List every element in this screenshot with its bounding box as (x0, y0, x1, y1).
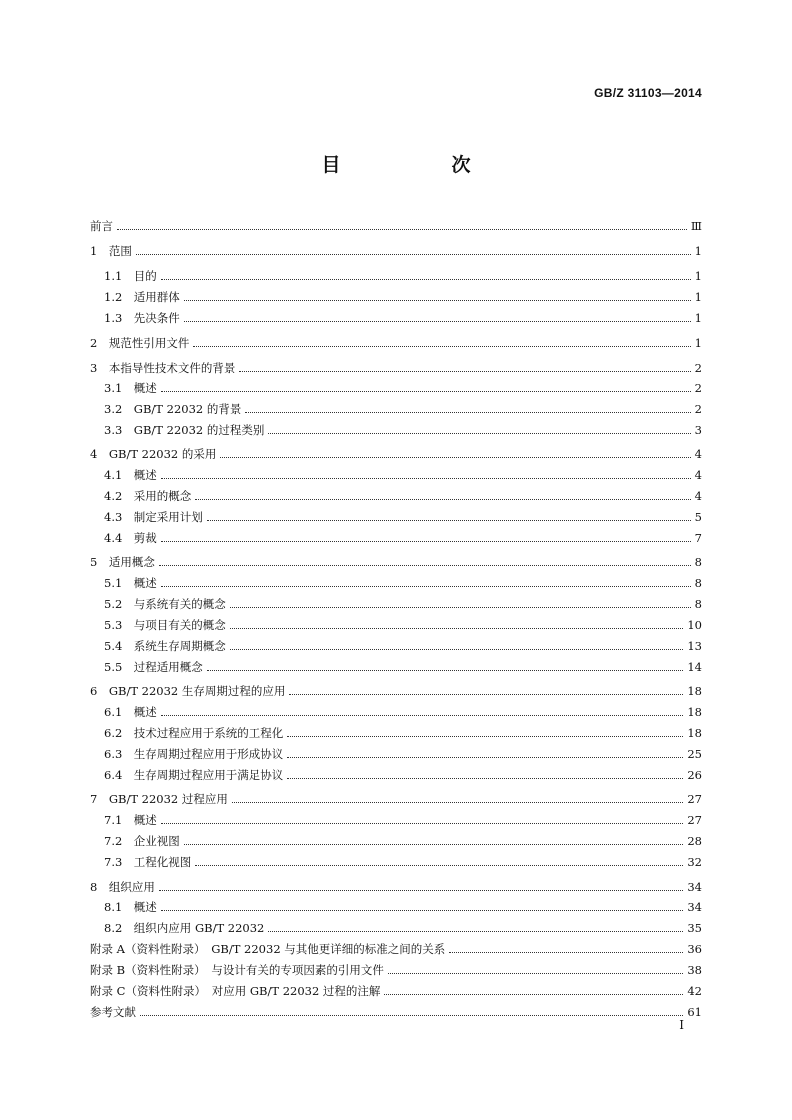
toc-entry-page: 4 (694, 447, 702, 461)
toc-entry-page: 2 (694, 361, 702, 375)
toc-dot-leader (184, 299, 691, 301)
toc-entry[interactable] (90, 875, 702, 895)
toc-entry-label: 目的 (133, 269, 157, 283)
toc-entry-page: 34 (687, 900, 702, 914)
toc-entry[interactable] (104, 526, 702, 546)
toc-entry-label: 附录 B（资料性附录） 与设计有关的专项因素的引用文件 (90, 963, 384, 977)
toc-entry-number: 6.3 (104, 747, 134, 761)
toc-entry-label: 适用群体 (133, 290, 180, 304)
toc-entry-page: 8 (694, 597, 702, 611)
toc-dot-leader (161, 278, 691, 280)
toc-entry-page: 2 (694, 381, 702, 395)
toc-entry-label: 概述 (133, 813, 157, 827)
toc-entry-label: 范围 (108, 244, 132, 258)
toc-entry-label: 适用概念 (108, 555, 155, 569)
toc-entry[interactable] (104, 306, 702, 326)
toc-dot-leader (449, 951, 683, 953)
toc-entry-label: 剪裁 (133, 531, 157, 545)
toc-entry-page: 28 (687, 834, 702, 848)
toc-dot-leader (184, 320, 691, 322)
toc-entry[interactable] (90, 214, 702, 234)
page-title: 目 次 (321, 154, 517, 176)
toc-entry-number: 1.1 (104, 269, 134, 283)
toc-entry[interactable] (104, 655, 702, 675)
toc-entry-page: 4 (694, 468, 702, 482)
toc-entry[interactable] (90, 979, 702, 999)
toc-dot-leader (159, 889, 684, 891)
toc-entry-page: 18 (687, 684, 702, 698)
toc-entry-label: 过程适用概念 (133, 660, 203, 674)
toc-entry-page: 4 (694, 489, 702, 503)
toc-entry[interactable] (104, 613, 702, 633)
toc-dot-leader (384, 993, 683, 995)
toc-entry-number: 6.2 (104, 726, 134, 740)
toc-entry[interactable] (90, 331, 702, 351)
toc-entry-number: 8.1 (104, 900, 134, 914)
toc-entry-label: 概述 (133, 381, 157, 395)
toc-entry[interactable] (90, 937, 702, 957)
toc-entry[interactable] (104, 571, 702, 591)
toc-entry[interactable] (90, 239, 702, 259)
toc-entry[interactable] (104, 634, 702, 654)
toc-entry[interactable] (104, 916, 702, 936)
toc-entry-label: 附录 C（资料性附录） 对应用 GB/T 22032 过程的注解 (90, 984, 381, 998)
toc-entry[interactable] (90, 550, 702, 570)
toc-entry[interactable] (104, 463, 702, 483)
toc-entry-page: 34 (687, 880, 702, 894)
standard-code: GB/Z 31103—2014 (594, 86, 702, 100)
toc-entry[interactable] (104, 763, 702, 783)
toc-entry-page: 1 (694, 244, 702, 258)
toc-dot-leader (136, 253, 691, 255)
toc-entry-page: 27 (687, 813, 702, 827)
toc-entry-label: 概述 (133, 468, 157, 482)
toc-entry-page: 1 (694, 311, 702, 325)
toc-dot-leader (193, 345, 690, 347)
toc-entry-label: 概述 (133, 900, 157, 914)
toc-entry-page: 3 (694, 423, 702, 437)
toc-entry[interactable] (104, 592, 702, 612)
toc-entry-label: 规范性引用文件 (108, 336, 190, 350)
toc-entry[interactable] (90, 787, 702, 807)
toc-dot-leader (161, 714, 684, 716)
toc-entry-label: 与项目有关的概念 (133, 618, 226, 632)
toc-dot-leader (207, 669, 684, 671)
toc-entry-page: 38 (687, 963, 702, 977)
toc-entry[interactable] (104, 264, 702, 284)
toc-entry[interactable] (104, 484, 702, 504)
toc-entry-page: 26 (687, 768, 702, 782)
toc-entry-label: GB/T 22032 过程应用 (108, 792, 228, 806)
toc-entry-label: GB/T 22032 的背景 (133, 402, 242, 416)
toc-dot-leader (140, 1014, 683, 1016)
toc-entry-number: 1.2 (104, 290, 134, 304)
toc-entry-number: 4.3 (104, 510, 134, 524)
toc-dot-leader (161, 909, 684, 911)
page-number: I (679, 1018, 684, 1032)
toc-entry-number: 4.1 (104, 468, 134, 482)
toc-entry-page: 32 (687, 855, 702, 869)
toc-entry-number: 2 (90, 336, 109, 350)
toc-entry-label: GB/T 22032 的过程类别 (133, 423, 265, 437)
toc-entry-number: 4.4 (104, 531, 134, 545)
toc-entry-number: 7.2 (104, 834, 134, 848)
toc-entry-label: 生存周期过程应用于形成协议 (133, 747, 284, 761)
toc-dot-leader (268, 432, 690, 434)
toc-entry-label: 概述 (133, 576, 157, 590)
toc-entry-page: 36 (687, 942, 702, 956)
toc-entry[interactable] (104, 285, 702, 305)
toc-entry-number: 7.1 (104, 813, 134, 827)
toc-entry-number: 5.4 (104, 639, 134, 653)
toc-entry-page: 1 (694, 269, 702, 283)
toc-entry-label: 采用的概念 (133, 489, 192, 503)
toc-entry-page: 1 (694, 290, 702, 304)
toc-entry[interactable] (90, 679, 702, 699)
toc-entry-number: 4 (90, 447, 109, 461)
toc-entry-page: 14 (687, 660, 702, 674)
toc-entry-label: 本指导性技术文件的背景 (108, 361, 236, 375)
toc-entry-label: GB/T 22032 生存周期过程的应用 (108, 684, 286, 698)
toc-entry[interactable] (104, 505, 702, 525)
toc-dot-leader (159, 564, 691, 566)
toc-entry-number: 1 (90, 244, 109, 258)
toc-entry-label: 组织内应用 GB/T 22032 (133, 921, 265, 935)
toc-entry-number: 4.2 (104, 489, 134, 503)
toc-entry-number: 8 (90, 880, 109, 894)
toc-entry-page: 25 (687, 747, 702, 761)
toc-entry[interactable] (104, 808, 702, 828)
toc-dot-leader (230, 627, 684, 629)
toc-dot-leader (388, 972, 684, 974)
toc-entry[interactable] (104, 829, 702, 849)
toc-entry-number: 3.3 (104, 423, 134, 437)
toc-entry-page: 18 (687, 726, 702, 740)
toc-entry-page: 5 (694, 510, 702, 524)
toc-entry[interactable] (104, 397, 702, 417)
toc-entry-number: 1.3 (104, 311, 134, 325)
toc-entry-label: 前言 (90, 219, 113, 233)
toc-entry[interactable] (104, 742, 702, 762)
toc-entry-page: 1 (694, 336, 702, 350)
toc-entry-page: 18 (687, 705, 702, 719)
toc-dot-leader (161, 390, 691, 392)
toc-entry-page: 35 (687, 921, 702, 935)
toc-dot-leader (161, 477, 691, 479)
toc-entry-label: 与系统有关的概念 (133, 597, 226, 611)
toc-entry-label: 企业视图 (133, 834, 180, 848)
toc-entry-page: 10 (687, 618, 702, 632)
toc-entry-number: 5 (90, 555, 109, 569)
toc-entry-number: 8.2 (104, 921, 134, 935)
toc-entry-number: 3.2 (104, 402, 134, 416)
toc-dot-leader (268, 930, 683, 932)
toc-entry-page: 7 (694, 531, 702, 545)
toc-entry-label: 参考文献 (90, 1005, 136, 1019)
toc-entry-label: 先决条件 (133, 311, 180, 325)
toc-dot-leader (161, 540, 691, 542)
toc-entry-number: 3.1 (104, 381, 134, 395)
toc-entry-page: Ⅲ (690, 219, 702, 233)
toc-entry-label: 工程化视图 (133, 855, 192, 869)
toc-entry[interactable] (104, 721, 702, 741)
toc-entry-number: 6 (90, 684, 109, 698)
toc-entry[interactable] (104, 418, 702, 438)
toc-dot-leader (161, 585, 691, 587)
toc-entry-number: 6.1 (104, 705, 134, 719)
toc-dot-leader (195, 864, 683, 866)
toc-entry-number: 3 (90, 361, 109, 375)
toc-dot-leader (230, 606, 691, 608)
toc-entry-label: 系统生存周期概念 (133, 639, 226, 653)
toc-dot-leader (289, 693, 683, 695)
toc-entry[interactable] (90, 1000, 702, 1020)
toc-entry-page: 27 (687, 792, 702, 806)
toc-dot-leader (220, 456, 690, 458)
toc-entry[interactable] (104, 895, 702, 915)
toc-dot-leader (207, 519, 691, 521)
toc-entry-number: 5.3 (104, 618, 134, 632)
toc-dot-leader (287, 777, 683, 779)
toc-entry[interactable] (90, 958, 702, 978)
toc-entry-label: GB/T 22032 的采用 (108, 447, 217, 461)
toc-entry-page: 2 (694, 402, 702, 416)
toc-entry-label: 制定采用计划 (133, 510, 203, 524)
toc-entry-page: 61 (687, 1005, 702, 1019)
toc-dot-leader (161, 822, 684, 824)
toc-entry[interactable] (104, 700, 702, 720)
toc-entry-number: 7.3 (104, 855, 134, 869)
toc-entry-page: 8 (694, 576, 702, 590)
toc-entry-label: 组织应用 (108, 880, 155, 894)
toc-entry-label: 技术过程应用于系统的工程化 (133, 726, 284, 740)
toc-entry-label: 附录 A（资料性附录） GB/T 22032 与其他更详细的标准之间的关系 (90, 942, 446, 956)
toc-dot-leader (117, 228, 687, 230)
toc-entry-number: 7 (90, 792, 109, 806)
toc-entry[interactable] (104, 850, 702, 870)
toc-dot-leader (230, 648, 684, 650)
toc-dot-leader (245, 411, 690, 413)
toc-entry-number: 5.5 (104, 660, 134, 674)
toc-dot-leader (287, 756, 683, 758)
toc-entry-page: 8 (694, 555, 702, 569)
toc-entry-number: 5.2 (104, 597, 134, 611)
toc-entry-number: 5.1 (104, 576, 134, 590)
toc-entry[interactable] (90, 442, 702, 462)
toc-dot-leader (184, 843, 684, 845)
toc-entry-page: 13 (687, 639, 702, 653)
toc-entry[interactable] (104, 376, 702, 396)
toc-dot-leader (232, 801, 683, 803)
toc-entry-label: 概述 (133, 705, 157, 719)
toc-entry[interactable] (90, 356, 702, 376)
toc-dot-leader (195, 498, 690, 500)
toc-entry-page: 42 (687, 984, 702, 998)
toc-dot-leader (287, 735, 683, 737)
toc-dot-leader (239, 370, 690, 372)
toc-entry-number: 6.4 (104, 768, 134, 782)
toc-entry-label: 生存周期过程应用于满足协议 (133, 768, 284, 782)
